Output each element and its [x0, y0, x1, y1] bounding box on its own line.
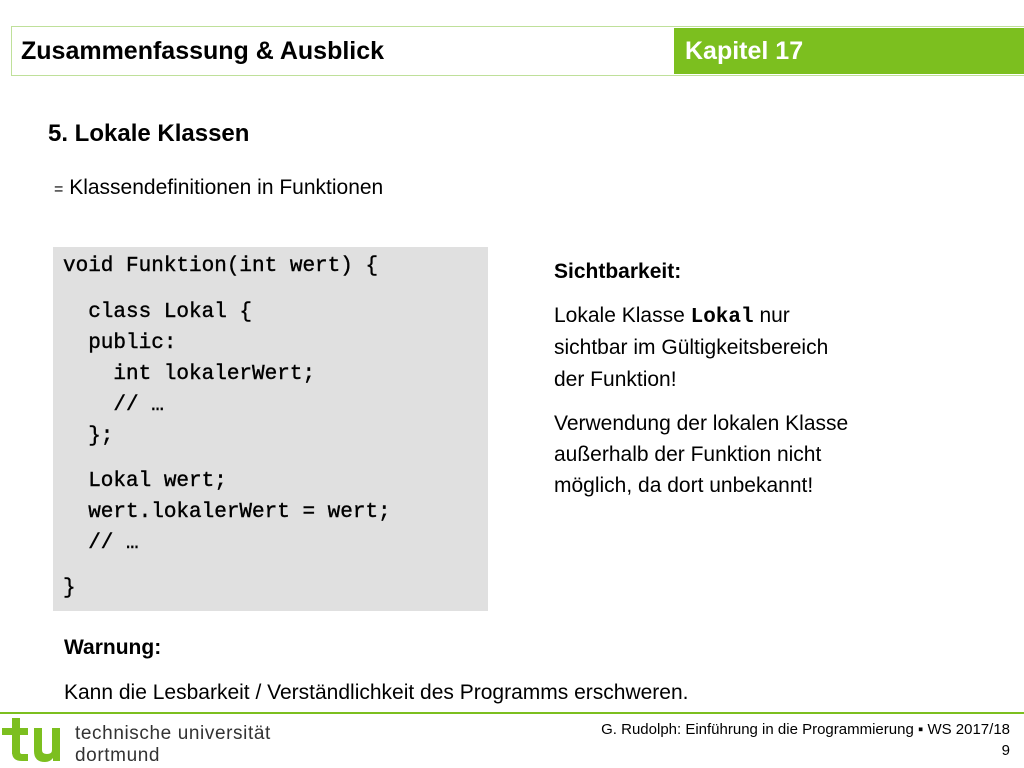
inline-code-lokal: Lokal [690, 306, 754, 329]
code-line: int lokalerWert; [63, 363, 316, 386]
code-line: Lokal wert; [63, 470, 227, 493]
usage-line-1: Verwendung der lokalen Klasse [554, 412, 849, 435]
university-line-2: dortmund [75, 745, 161, 766]
code-line: // … [63, 532, 139, 555]
visibility-text: Lokale Klasse [554, 304, 691, 327]
definition-text: Klassendefinitionen in Funktionen [69, 176, 384, 199]
code-block [53, 247, 488, 611]
footer-divider [0, 712, 1024, 714]
chapter-label: Kapitel 17 [685, 37, 804, 65]
page-number: 9 [1001, 742, 1010, 759]
code-line: void Funktion(int wert) { [63, 255, 379, 278]
warning-text: Kann die Lesbarkeit / Verständlichkeit des Programms erschweren. [64, 681, 689, 704]
code-line: // … [63, 394, 164, 417]
code-line: wert.lokalerWert = wert; [63, 501, 391, 524]
code-line: public: [63, 332, 177, 355]
slide-title: Zusammenfassung & Ausblick [21, 37, 385, 65]
visibility-line-3: der Funktion! [554, 368, 677, 391]
definition-line [54, 174, 383, 204]
visibility-heading: Sichtbarkeit: [554, 260, 682, 283]
chapter-tab [674, 28, 1024, 74]
tu-logo-icon [2, 714, 64, 764]
usage-line-2: außerhalb der Funktion nicht [554, 443, 822, 466]
code-line: } [63, 577, 76, 600]
warning-heading: Warnung: [64, 636, 162, 659]
usage-line-3: möglich, da dort unbekannt! [554, 474, 814, 497]
visibility-line-1 [554, 300, 790, 333]
university-line-1: technische universität [75, 723, 271, 744]
code-line: class Lokal { [63, 301, 253, 324]
section-heading: 5. Lokale Klassen [48, 120, 250, 147]
equals-symbol: = [54, 181, 64, 198]
visibility-line-2: sichtbar im Gültigkeitsbereich [554, 336, 829, 359]
visibility-text: nur [753, 304, 790, 327]
code-line: }; [63, 425, 114, 448]
footer-credit: G. Rudolph: Einführung in die Programmierung ▪ WS 2017/18 [601, 721, 1010, 738]
university-name [75, 723, 271, 767]
